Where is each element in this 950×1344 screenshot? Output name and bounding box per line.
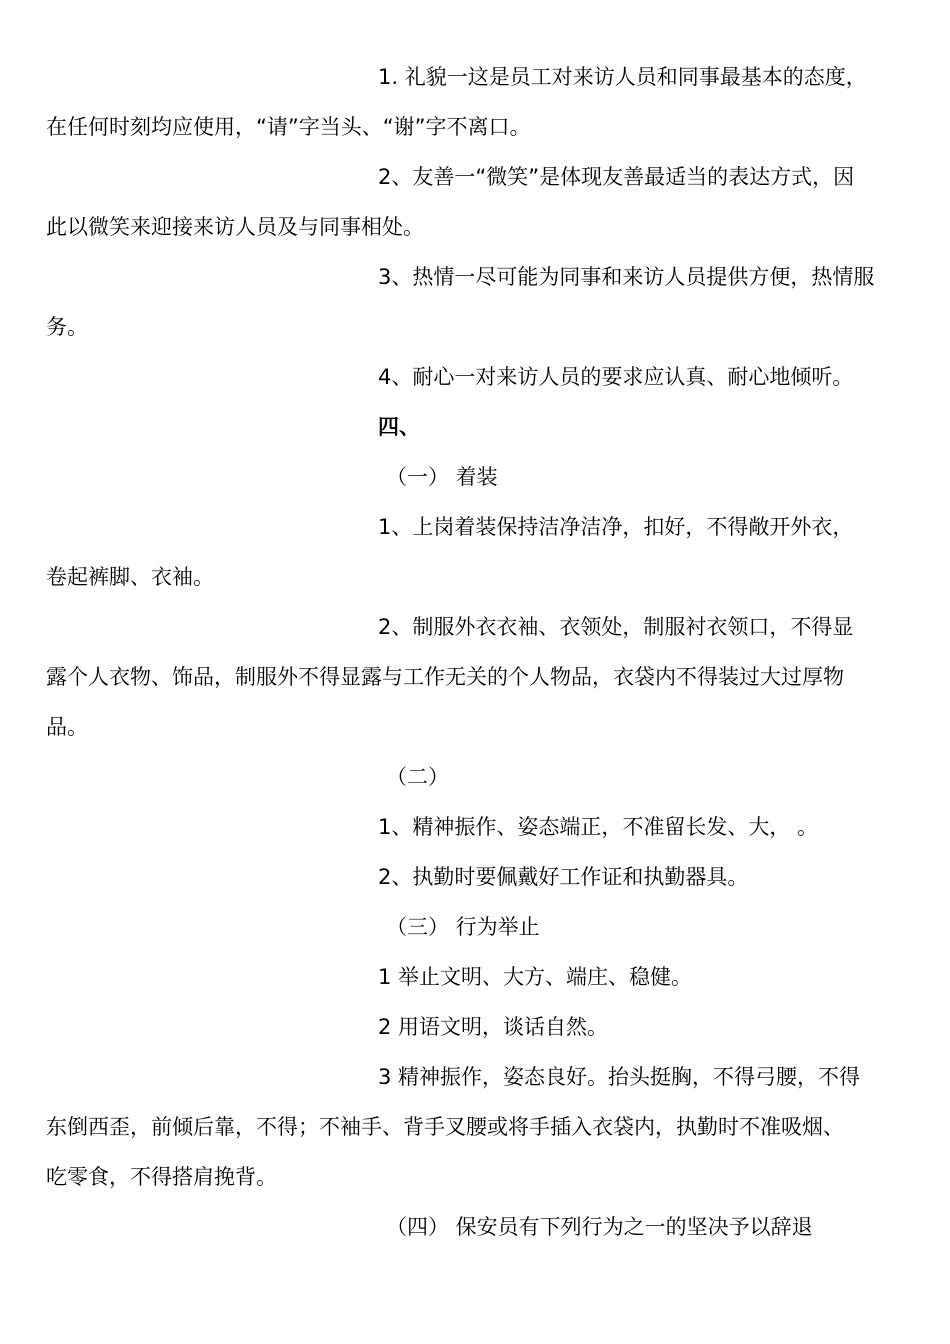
section-four-heading: 四、 <box>378 415 420 439</box>
attire-item-1-line-1: 1、上岗着装保持洁净洁净，扣好，不得敞开外衣， <box>378 515 854 539</box>
item-warmth-line-1: 3、热情一尽可能为同事和来访人员提供方便，热情服 <box>378 265 875 289</box>
item-friendly-line-2: 此以微笑来迎接来访人员及与同事相处。 <box>46 215 424 239</box>
subsection-attire-heading: （一） 着装 <box>386 465 498 489</box>
behavior-item-3-line-1: 3 精神振作，姿态良好。抬头挺胸，不得弓腰，不得 <box>378 1065 861 1089</box>
behavior-item-3-line-2: 东倒西歪，前倾后靠，不得；不袖手、背手叉腰或将手插入衣袋内，执勤时不准吸烟、 <box>46 1115 844 1139</box>
appearance-item-1: 1、精神振作、姿态端正，不准留长发、大， 。 <box>378 815 819 839</box>
behavior-item-2: 2 用语文明，谈话自然。 <box>378 1015 609 1039</box>
item-patience-line: 4、耐心一对来访人员的要求应认真、耐心地倾听。 <box>378 365 854 389</box>
attire-item-2-line-3: 品。 <box>46 715 88 739</box>
attire-item-2-line-1: 2、制服外衣衣袖、衣领处，制服衬衣领口，不得显 <box>378 615 854 639</box>
attire-item-1-line-2: 卷起裤脚、衣袖。 <box>46 565 214 589</box>
document-page <box>46 52 908 1252</box>
item-warmth-line-2: 务。 <box>46 315 88 339</box>
item-friendly-line-1: 2、友善一“微笑”是体现友善最适当的表达方式，因 <box>378 165 855 189</box>
attire-item-2-line-2: 露个人衣物、饰品，制服外不得显露与工作无关的个人物品，衣袋内不得装过大过厚物 <box>46 665 844 689</box>
subsection-dismissal-heading: （四） 保安员有下列行为之一的坚决予以辞退 <box>386 1215 813 1239</box>
item-courtesy-line-1: 1. 礼貌一这是员工对来访人员和同事最基本的态度， <box>378 65 867 89</box>
appearance-item-2: 2、执勤时要佩戴好工作证和执勤器具。 <box>378 865 749 889</box>
behavior-item-3-line-3: 吃零食，不得搭肩挽背。 <box>46 1165 277 1189</box>
item-courtesy-line-2: 在任何时刻均应使用，“请”字当头、“谢”字不离口。 <box>46 115 531 139</box>
subsection-behavior-heading: （三） 行为举止 <box>386 915 540 939</box>
behavior-item-1: 1 举止文明、大方、端庄、稳健。 <box>378 965 693 989</box>
subsection-two-heading: （二） <box>386 765 449 789</box>
